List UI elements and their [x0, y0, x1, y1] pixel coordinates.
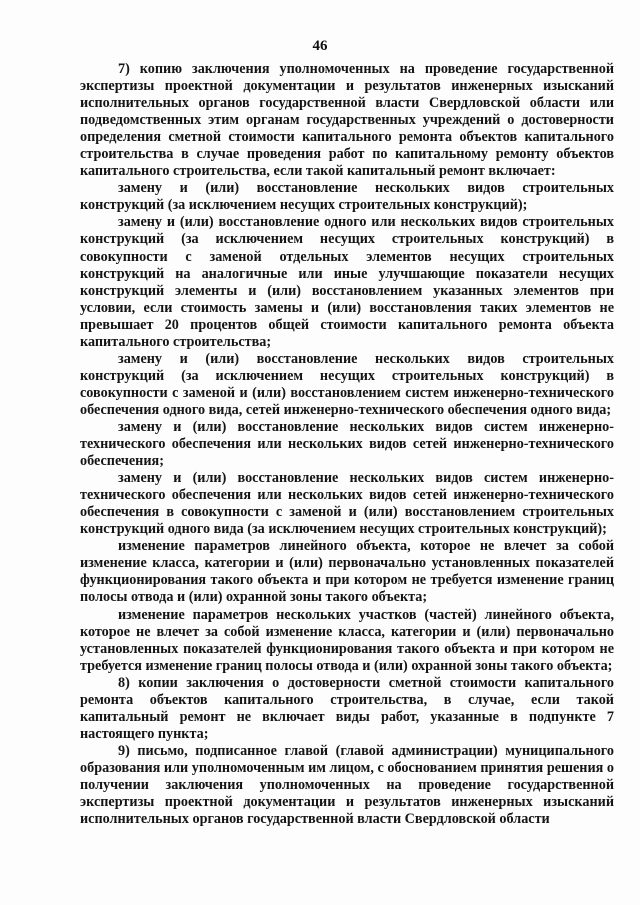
paragraph-repair-structures-with-elements: замену и (или) восстановление одного или нескольких видов строительных конструкций (за исключением несущих строительных конструкций) в совокупности с заменой отдельных элементов несущих строительных конструкций на аналогичные или иные улучшающие показатели несущих конструкций элементы и (или) восстановлением указанных элементов при условии, если стоимость замены и (или) восстановления таких элементов не превышает 20 процентов общей стоимости капитального ремонта объекта капитального строительства; — [80, 214, 614, 350]
paragraph-linear-object-parameters: изменение параметров линейного объекта, которое не влечет за собой изменение класса, категории и (или) первоначально установленных показателей функционирования такого объекта и при котором не требуется изменение границ полосы отвода и (или) охранной зоны такого объекта; — [80, 538, 614, 606]
paragraph-repair-structures: замену и (или) восстановление нескольких видов строительных конструкций (за исключением несущих строительных конструкций); — [80, 180, 614, 214]
paragraph-item-8: 8) копии заключения о достоверности сметной стоимости капитального ремонта объектов капитального строительства, в случае, если такой капитальный ремонт не включает виды работ, указанные в подпункте 7 настоящего пункта; — [80, 674, 614, 742]
page-number: 46 — [312, 38, 328, 54]
document-body — [80, 61, 614, 828]
paragraph-repair-systems-with-structures: замену и (или) восстановление нескольких видов систем инженерно-технического обеспечения или нескольких видов сетей инженерно-технического обеспечения в совокупности с заменой и (или) восстановлением строительных конструкций одного вида (за исключением несущих строительных конструкций); — [80, 470, 614, 538]
paragraph-repair-structures-with-systems: замену и (или) восстановление нескольких видов строительных конструкций (за исключением несущих строительных конструкций) в совокупности с заменой и (или) восстановлением систем инженерно-технического обеспечения одного вида, сетей инженерно-технического обеспечения одного вида; — [80, 350, 614, 418]
paragraph-item-7: 7) копию заключения уполномоченных на проведение государственной экспертизы проектной документации и результатов инженерных изысканий исполнительных органов государственной власти Свердловской области или подведомственных этим органам государственных учреждений о достоверности определения сметной стоимости капитального ремонта объектов капитального строительства в случае проведения работ по капитальному ремонту объектов капитального строительства, если такой капитальный ремонт включает: — [80, 61, 614, 180]
paragraph-linear-object-sections: изменение параметров нескольких участков (частей) линейного объекта, которое не влечет за собой изменение класса, категории и (или) первоначально установленных показателей функционирования такого объекта и при котором не требуется изменение границ полосы отвода и (или) охранной зоны такого объекта; — [80, 606, 614, 674]
paragraph-item-9: 9) письмо, подписанное главой (главой администрации) муниципального образования или уполномоченным им лицом, с обоснованием принятия решения о получении заключения уполномоченных на проведение государственной экспертизы проектной документации и результатов инженерных изысканий исполнительных органов государственной власти Свердловской области — [80, 742, 614, 828]
paragraph-repair-systems: замену и (или) восстановление нескольких видов систем инженерно-технического обеспечения или нескольких видов сетей инженерно-технического обеспечения; — [80, 418, 614, 470]
